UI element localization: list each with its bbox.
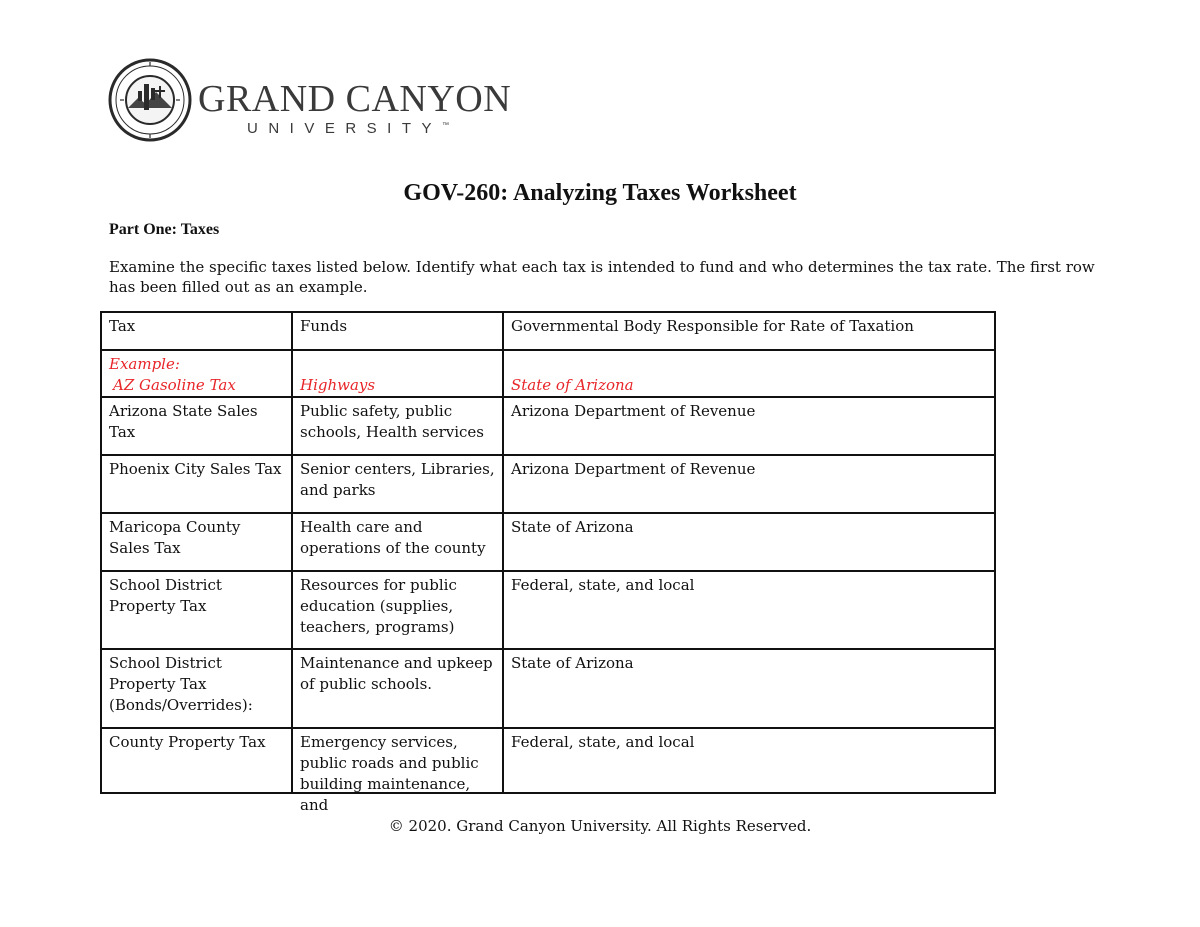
- table-row: [101, 397, 995, 455]
- example-row: [101, 350, 995, 397]
- taxes-table: [100, 311, 996, 814]
- table-row: [101, 455, 995, 513]
- funds-cell: [292, 728, 503, 814]
- header-tax: Tax: [101, 312, 292, 350]
- header-funds: Funds: [292, 312, 503, 350]
- table-row: [101, 571, 995, 649]
- copyright-footer: © 2020. Grand Canyon University. All Rights Reserved.: [388, 817, 812, 835]
- tax-cell: School District Property Tax: [101, 571, 292, 649]
- tax-cell: Maricopa County Sales Tax: [101, 513, 292, 571]
- example-label: Example:: [109, 355, 180, 373]
- page-title: GOV-260: Analyzing Taxes Worksheet: [403, 180, 797, 206]
- table-row: [101, 649, 995, 728]
- logo-subwordmark: UNIVERSITY™: [247, 120, 450, 137]
- body-cell: Arizona Department of Revenue: [503, 455, 995, 513]
- example-funds: Highways: [292, 350, 503, 397]
- body-cell: State of Arizona: [503, 649, 995, 728]
- funds-cell: Senior centers, Libraries, and parks: [292, 455, 503, 513]
- tax-cell: School District Property Tax (Bonds/Overrides):: [101, 649, 292, 728]
- university-seal-icon: [108, 58, 192, 142]
- tax-cell: Arizona State Sales Tax: [101, 397, 292, 455]
- table-header-row: [101, 312, 995, 350]
- example-tax: AZ Gasoline Tax: [113, 376, 236, 394]
- table-row: [101, 728, 995, 793]
- university-logo: [108, 58, 512, 144]
- body-cell: Federal, state, and local: [503, 728, 995, 793]
- logo-wordmark: GRAND CANYON: [198, 78, 512, 120]
- body-cell: Arizona Department of Revenue: [503, 397, 995, 455]
- funds-cell: Health care and operations of the county: [292, 513, 503, 571]
- funds-cell: Resources for public education (supplies, teachers, programs): [292, 571, 503, 649]
- instructions: Examine the specific taxes listed below. Identify what each tax is intended to fund and who determines the tax rate. The first row has been filled out as an example.: [109, 258, 1095, 296]
- header-governmental-body: Governmental Body Responsible for Rate of Taxation: [503, 312, 995, 350]
- part-heading: Part One: Taxes: [109, 221, 220, 238]
- tax-cell: Phoenix City Sales Tax: [101, 455, 292, 513]
- example-tax-cell: [101, 350, 292, 397]
- example-body: State of Arizona: [503, 350, 995, 397]
- funds-cell: Maintenance and upkeep of public schools.: [292, 649, 503, 728]
- body-cell: State of Arizona: [503, 513, 995, 571]
- body-cell: Federal, state, and local: [503, 571, 995, 649]
- tax-cell: County Property Tax: [101, 728, 292, 793]
- funds-cell-text: Emergency services, public roads and public building maintenance, and: [300, 733, 479, 814]
- funds-cell: Public safety, public schools, Health services: [292, 397, 503, 455]
- table-row: [101, 513, 995, 571]
